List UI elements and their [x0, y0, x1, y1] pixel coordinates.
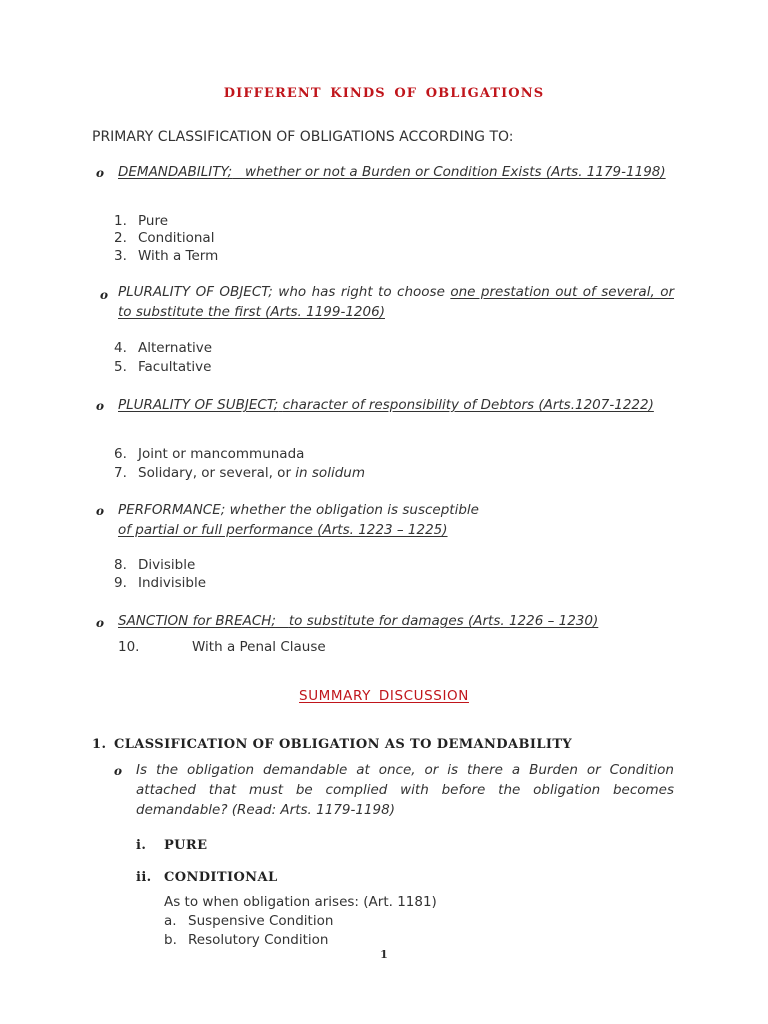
- discussion-heading: 1. CLASSIFICATION OF OBLIGATION AS TO DEMANDABILITY: [92, 737, 573, 752]
- subsection-conditional: ii. CONDITIONAL: [136, 870, 278, 885]
- document-title: DIFFERENT KINDS OF OBLIGATIONS: [223, 86, 545, 101]
- section-plurality-object: [118, 282, 674, 322]
- bullet-icon: o: [96, 399, 105, 413]
- discussion-question: Is the obligation demandable at once, or is there a Burden or Condition attached that must be complied with before the obligation becomes demandable? (Read: Arts. 1179-1198): [136, 762, 674, 818]
- list-item: 10. With a Penal Clause: [118, 639, 326, 655]
- section-text-underlined: one prestation out of several, or to substitute the first (Arts. 1199-1206): [118, 284, 674, 320]
- section-text: who has right to choose: [278, 284, 445, 300]
- list-item: 8. Divisible: [114, 557, 196, 573]
- list-item: 2. Conditional: [114, 230, 215, 246]
- list-item: 4. Alternative: [114, 340, 213, 356]
- page-number: 1: [380, 948, 388, 961]
- section-text-line2: of partial or full performance (Arts. 1223 – 1225): [118, 522, 448, 538]
- section-label: SANCTION for BREACH;: [118, 613, 276, 629]
- section-text: character of responsibility of Debtors (Arts.1207-1222): [282, 397, 654, 413]
- primary-classification-heading: PRIMARY CLASSIFICATION OF OBLIGATIONS ACCORDING TO:: [92, 129, 514, 145]
- list-item: a. Suspensive Condition: [164, 913, 334, 929]
- subsection-pure: i. PURE: [136, 838, 208, 853]
- section-text: whether the obligation is susceptible: [229, 502, 479, 518]
- list-item: 6. Joint or mancommunada: [114, 446, 305, 462]
- section-text: whether or not a Burden or Condition Exists (Arts. 1179-1198): [245, 164, 666, 180]
- bullet-icon: o: [96, 504, 105, 518]
- section-performance: [118, 502, 479, 518]
- list-item: 7. Solidary, or several, or in solidum: [114, 465, 365, 481]
- bullet-icon: o: [114, 764, 123, 778]
- summary-heading: SUMMARY DISCUSSION: [299, 688, 469, 704]
- list-item: b. Resolutory Condition: [164, 932, 329, 948]
- section-text: to substitute for damages (Arts. 1226 – 1230): [288, 613, 599, 629]
- list-item: 1. Pure: [114, 213, 169, 229]
- list-item: 3. With a Term: [114, 248, 219, 264]
- bullet-icon: o: [100, 288, 109, 302]
- section-label: PLURALITY OF OBJECT;: [118, 284, 273, 300]
- bullet-icon: o: [96, 616, 105, 630]
- list-item: 9. Indivisible: [114, 575, 207, 591]
- section-sanction: [118, 613, 598, 629]
- section-label: PERFORMANCE;: [118, 502, 226, 518]
- section-plurality-subject: [118, 393, 674, 417]
- section-label: DEMANDABILITY;: [118, 164, 233, 180]
- list-item: 5. Facultative: [114, 359, 212, 375]
- bullet-icon: o: [96, 166, 105, 180]
- section-demandability: [118, 160, 674, 184]
- arises-text: As to when obligation arises: (Art. 1181): [164, 894, 437, 910]
- section-label: PLURALITY OF SUBJECT;: [118, 397, 279, 413]
